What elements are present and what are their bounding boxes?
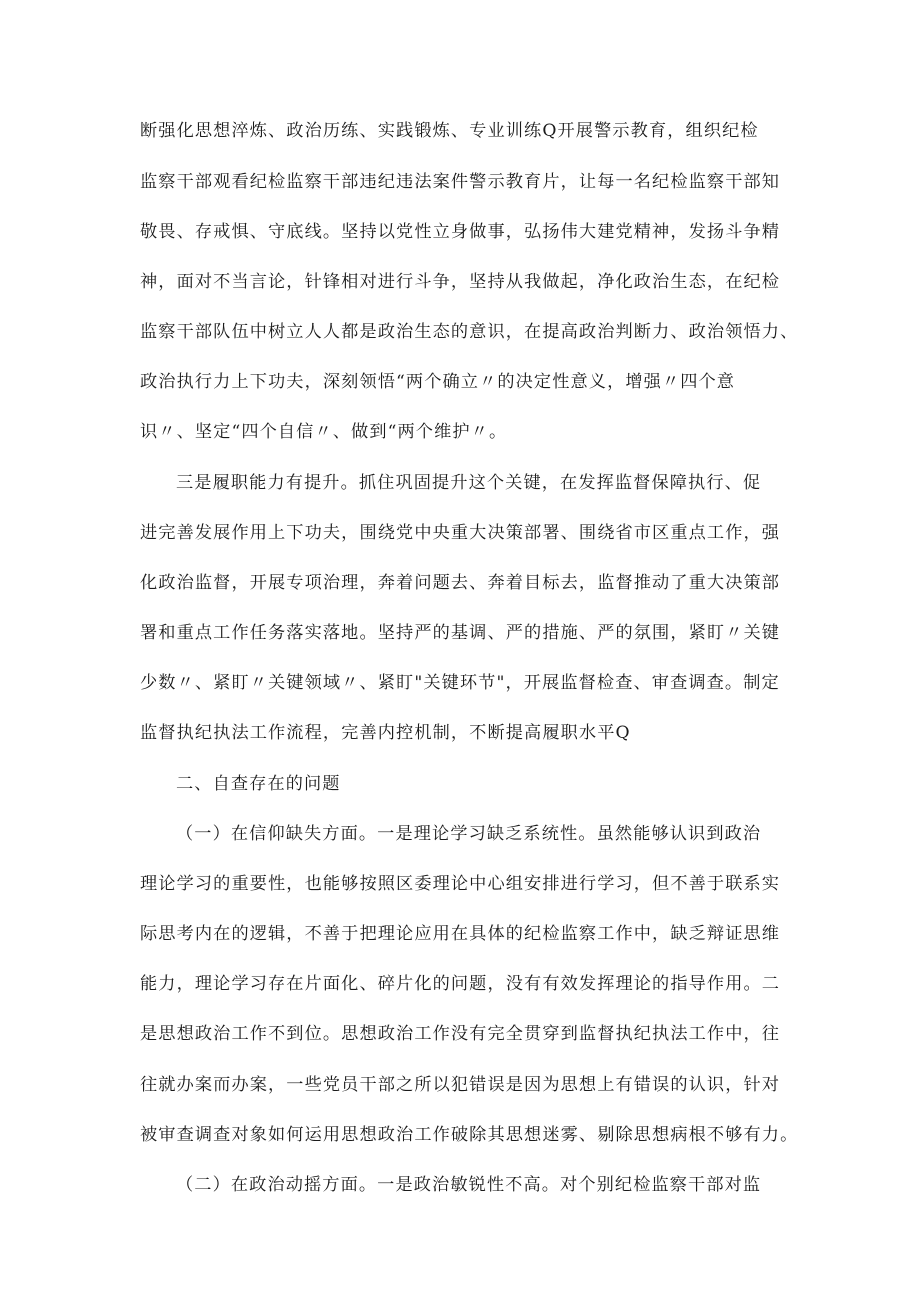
text-line: 监察干部观看纪检监察干部违纪违法案件警示教育片，让每一名纪检监察干部知 bbox=[140, 172, 781, 192]
text-line: 往就办案而办案，一些党员干部之所以犯错误是因为思想上有错误的认识，针对 bbox=[140, 1075, 781, 1095]
text-line: 神，面对不当言论，针锋相对进行斗争，坚持从我做起，净化政治生态，在纪检 bbox=[140, 272, 781, 292]
text-line: 识〃、坚定“四个自信〃、做到“两个维护〃。 bbox=[140, 422, 508, 442]
section-heading: 二、自查存在的问题 bbox=[176, 774, 341, 794]
paragraph-first-line: 三是履职能力有提升。抓住巩固提升这个关键，在发挥监督保障执行、促 bbox=[176, 473, 762, 493]
text-line: 际思考内在的逻辑，不善于把理论应用在具体的纪检监察工作中，缺乏辩证思维 bbox=[140, 924, 781, 944]
text-line: 敬畏、存戒惧、守底线。坚持以党性立身做事，弘扬伟大建党精神，发扬斗争精 bbox=[140, 222, 781, 242]
text-line: 化政治监督，开展专项治理，奔着问题去、奔着目标去，监督推动了重大决策部 bbox=[140, 573, 781, 593]
text-line: 理论学习的重要性，也能够按照区委理论中心组安排进行学习，但不善于联系实 bbox=[140, 874, 781, 894]
text-line: 监督执纪执法工作流程，完善内控机制，不断提高履职水平Q bbox=[140, 723, 631, 743]
text-line: 进完善发展作用上下功夫，围绕党中央重大决策部署、围绕省市区重点工作，强 bbox=[140, 523, 781, 543]
text-line: 政治执行力上下功夫，深刻领悟“两个确立〃的决定性意义，增强〃四个意 bbox=[140, 372, 736, 392]
text-line: 是思想政治工作不到位。思想政治工作没有完全贯穿到监督执纪执法工作中，往 bbox=[140, 1024, 781, 1044]
text-line: 被审查调查对象如何运用思想政治工作破除其思想迷雾、剔除思想病根不够有力。 bbox=[140, 1125, 799, 1145]
paragraph-first-line: （一）在信仰缺失方面。一是理论学习缺乏系统性。虽然能够认识到政治 bbox=[176, 824, 762, 844]
text-line: 断强化思想淬炼、政治历练、实践锻炼、专业训练Q开展警示教育，组织纪检 bbox=[140, 121, 759, 141]
text-line: 署和重点工作任务落实落地。坚持严的基调、严的措施、严的氛围，紧盯〃关键 bbox=[140, 623, 781, 643]
text-line: 能力，理论学习存在片面化、碎片化的问题，没有有效发挥理论的指导作用。二 bbox=[140, 974, 781, 994]
text-line: 监察干部队伍中树立人人都是政治生态的意识，在提高政治判断力、政治领悟力、 bbox=[140, 322, 799, 342]
paragraph-first-line: （二）在政治动摇方面。一是政治敏锐性不高。对个别纪检监察干部对监 bbox=[176, 1175, 762, 1195]
text-line: 少数〃、紧盯〃关键领域〃、紧盯"关键环节"，开展监督检查、审查调查。制定 bbox=[140, 673, 780, 693]
